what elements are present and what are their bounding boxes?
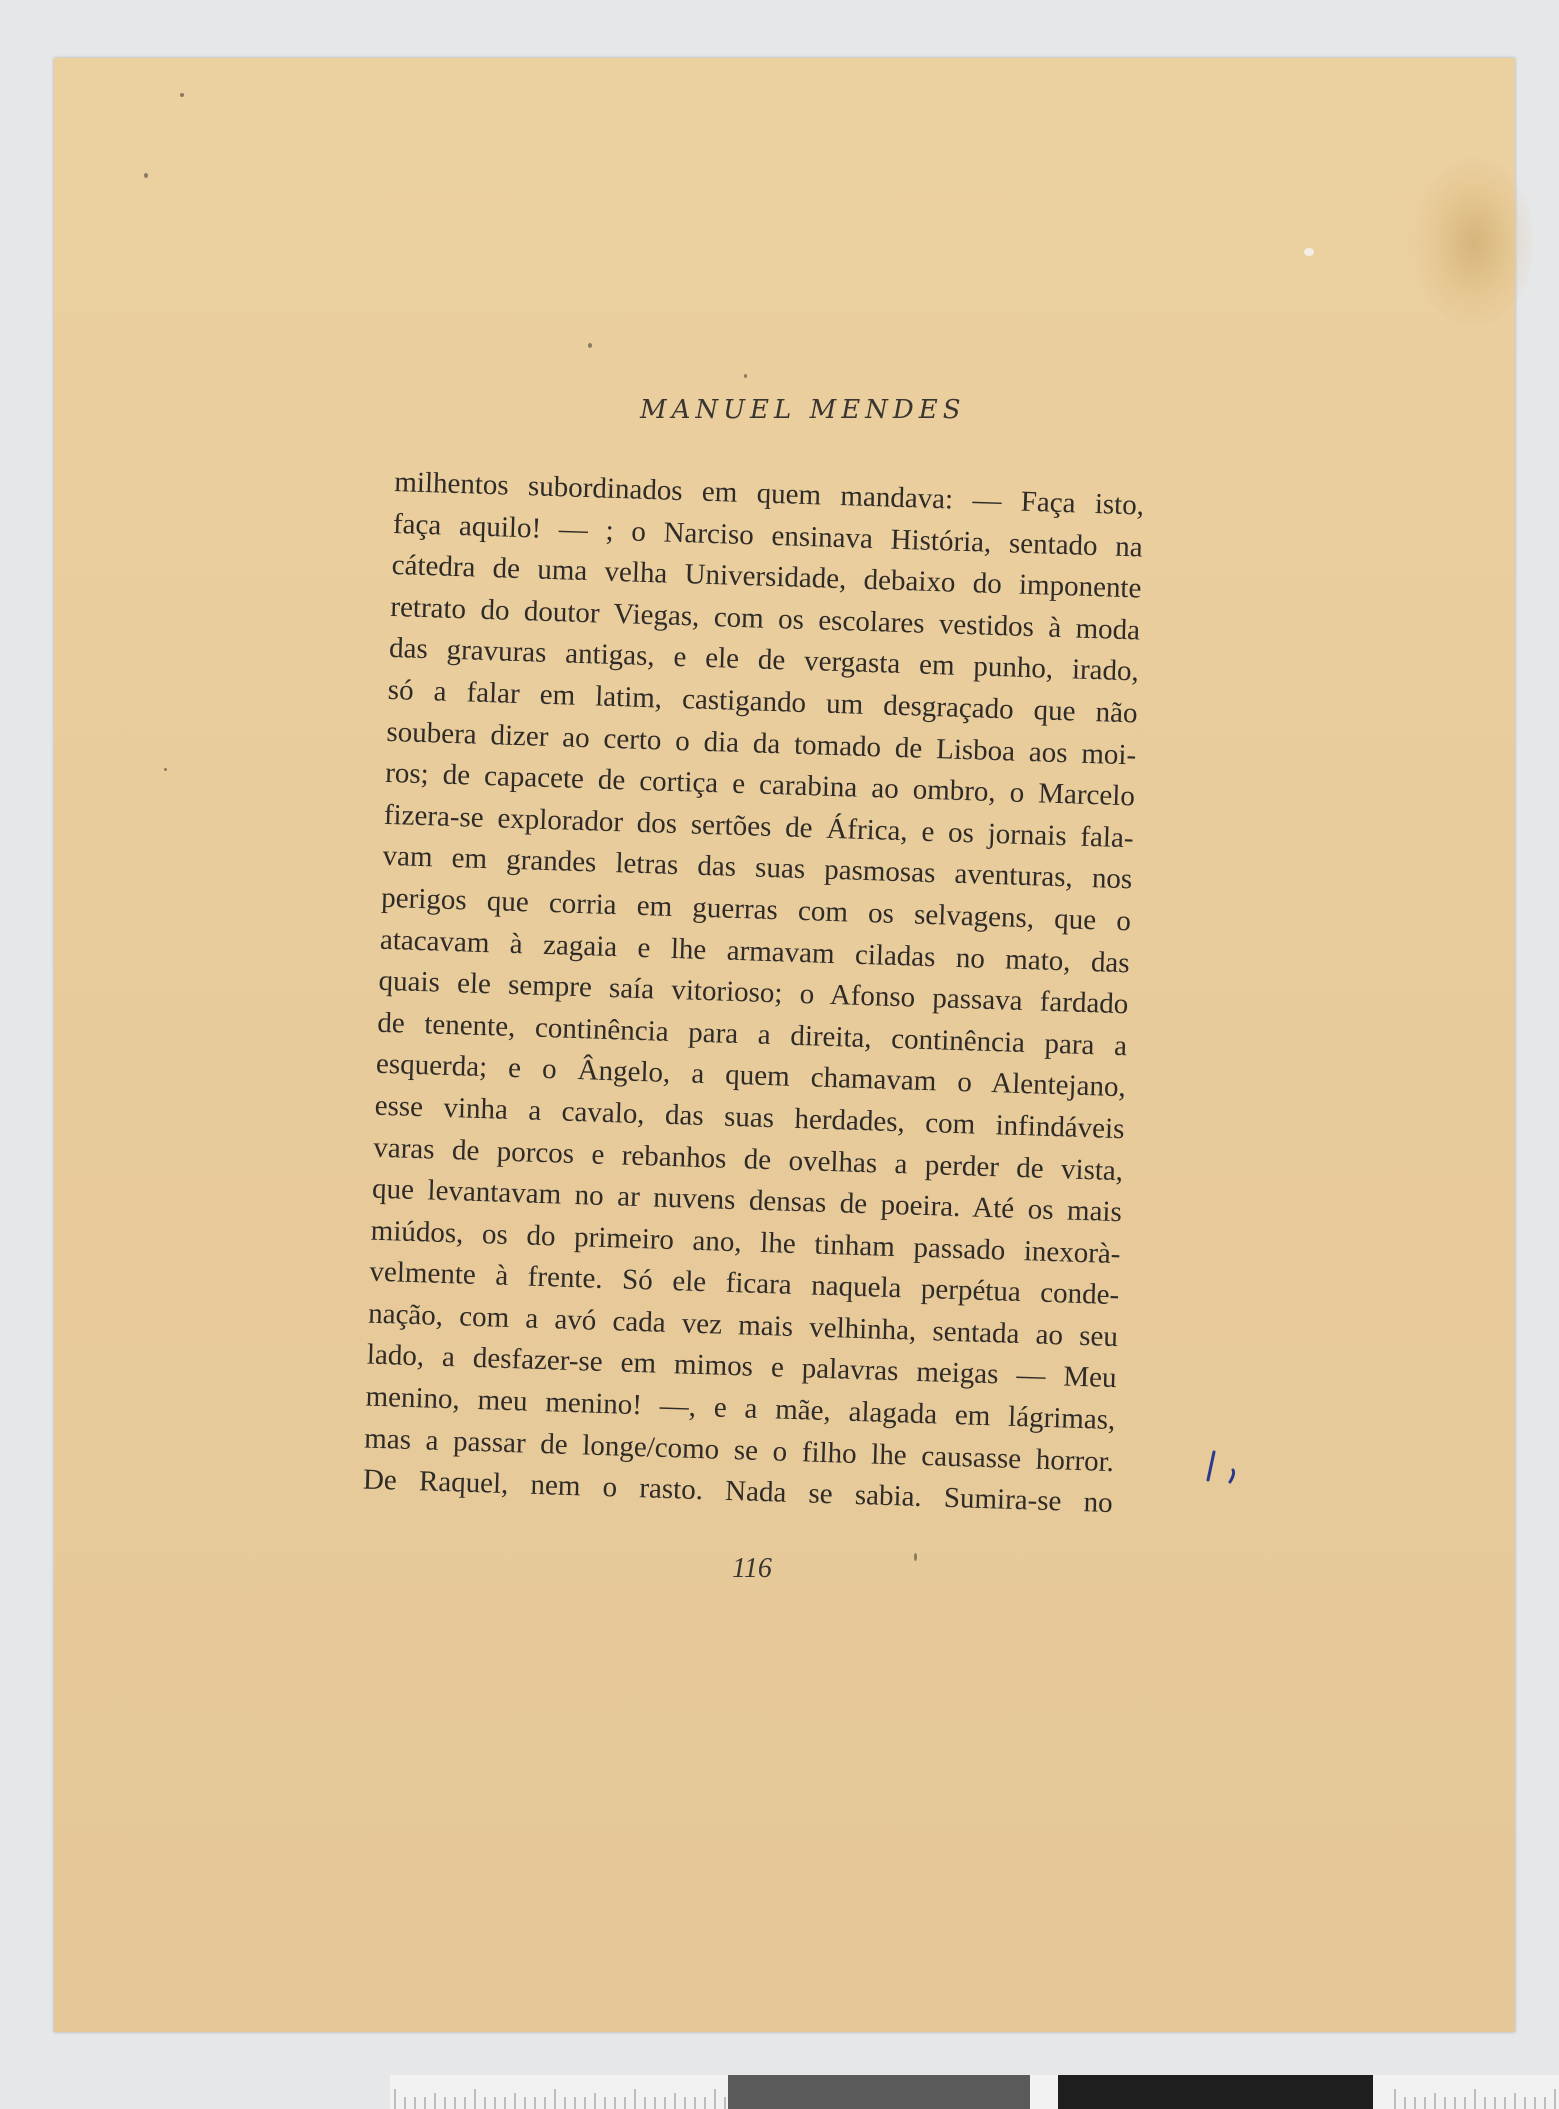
text-line: das gravuras antigas, e ele de vergasta em punho, irado, [388, 632, 1140, 688]
foxing-stain [1414, 158, 1534, 328]
text-line: fizera-se explorador dos sertões de África, e os jornais fala- [383, 798, 1135, 855]
body-text [362, 462, 1144, 1525]
speck [744, 374, 747, 378]
scale-ticks [1390, 2075, 1559, 2109]
text-line: atacavam à zagaia e lhe armavam ciladas no mato, das [379, 923, 1131, 979]
text-line: menino, meu menino! —, e a mãe, alagada em lágrimas, [365, 1380, 1116, 1437]
text-line: de tenente, continência para a direita, continência para a [376, 1006, 1128, 1062]
speck [164, 768, 167, 771]
text-line: milhentos subordinados em quem mandava: — Faça isto, [393, 465, 1145, 522]
scale-block [728, 2075, 1030, 2109]
running-header: MANUEL MENDES [640, 395, 966, 425]
speck [144, 173, 148, 178]
scale-block [1058, 2075, 1373, 2109]
text-line: retrato do doutor Viegas, com os escolares vestidos à moda [389, 590, 1141, 647]
text-line: quais ele sempre saía vitorioso; o Afonso passava fardado [378, 964, 1129, 1021]
text-line: vam em grandes letras das suas pasmosas aventuras, nos [382, 840, 1133, 896]
text-line: esse vinha a cavalo, das suas herdades, com infindáveis [374, 1089, 1125, 1146]
margin-annotation-mark [1200, 1440, 1250, 1490]
text-line: mas a passar de longe/como se o filho lhe causasse horror. [363, 1422, 1115, 1478]
text-line: faça aquilo! — ; o Narciso ensinava História, sentado na [392, 507, 1144, 564]
text-line: perigos que corria em guerras com os selvagens, que o [380, 881, 1132, 938]
text-line: miúdos, os do primeiro ano, lhe tinham passado inexorà- [370, 1214, 1121, 1270]
text-line: nação, com a avó cada vez mais velhinha, sentada ao seu [367, 1297, 1119, 1354]
text-line: soubera dizer ao certo o dia da tomado de Lisboa aos moi- [386, 715, 1137, 771]
scale-ticks [390, 2075, 730, 2109]
speck [914, 1553, 917, 1561]
text-line: De Raquel, nem o rasto. Nada se sabia. Sumira-se no [362, 1463, 1114, 1520]
speck [1304, 248, 1314, 256]
text-line: varas de porcos e rebanhos de ovelhas a perder de vista, [372, 1131, 1124, 1187]
text-line: velmente à frente. Só ele ficara naquela perpétua conde- [369, 1255, 1120, 1312]
text-line: que levantavam no ar nuvens densas de poeira. Até os mais [371, 1172, 1123, 1229]
speck [180, 93, 184, 97]
text-line: ros; de capacete de cortiça e carabina ao ombro, o Marcelo [384, 757, 1136, 813]
text-line: só a falar em latim, castigando um desgraçado que não [387, 673, 1138, 730]
speck [588, 343, 592, 348]
text-line: esquerda; e o Ângelo, a quem chamavam o Alentejano, [375, 1048, 1127, 1104]
page-number: 116 [732, 1553, 772, 1584]
text-line: lado, a desfazer-se em mimos e palavras meigas — Meu [366, 1339, 1118, 1395]
text-line: cátedra de uma velha Universidade, debaixo do imponente [391, 549, 1142, 605]
measurement-scale [390, 2075, 1559, 2109]
